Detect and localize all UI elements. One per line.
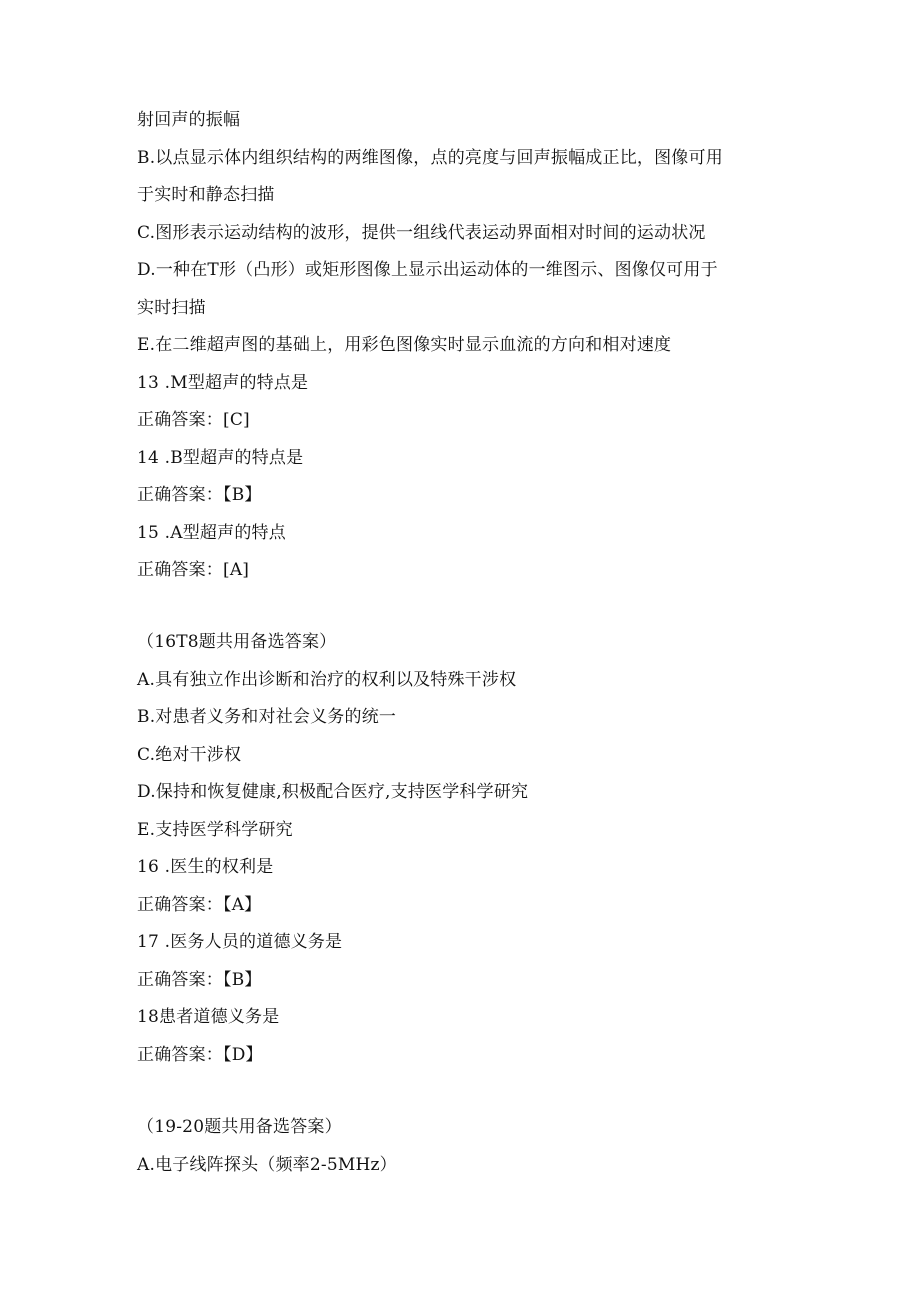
question-17: 17 .医务人员的道德义务是: [137, 932, 343, 952]
question-13: 13 .M型超声的特点是: [137, 373, 309, 393]
text-line-4: C.图形表示运动结构的波形，提供一组线代表运动界面相对时间的运动状况: [137, 223, 706, 243]
text-line-5: D.一种在T形（凸形）或矩形图像上显示出运动体的一维图示、图像仅可用于: [137, 260, 718, 280]
section-header-16-18: （16T8题共用备选答案）: [137, 632, 337, 652]
option-a-19-20: A.电子线阵探头（频率2-5MHz）: [137, 1155, 397, 1175]
answer-16: 正确答案：【A】: [137, 895, 262, 915]
text-line-1: 射回声的振幅: [137, 110, 241, 130]
option-d-16-18: D.保持和恢复健康,积极配合医疗,支持医学科学研究: [137, 782, 529, 802]
answer-15: 正确答案：[A]: [137, 560, 250, 580]
question-18: 18患者道德义务是: [137, 1007, 280, 1027]
answer-18: 正确答案：【D】: [137, 1045, 263, 1065]
question-14: 14 .B型超声的特点是: [137, 448, 304, 468]
option-b-16-18: B.对患者义务和对社会义务的统一: [137, 707, 397, 727]
option-a-16-18: A.具有独立作出诊断和治疗的权利以及特殊干涉权: [137, 670, 517, 690]
answer-13: 正确答案：[C]: [137, 410, 250, 430]
section-header-19-20: （19-20题共用备选答案）: [137, 1117, 342, 1137]
question-15: 15 .A型超声的特点: [137, 523, 286, 543]
question-16: 16 .医生的权利是: [137, 857, 274, 877]
text-line-6: 实时扫描: [137, 298, 206, 318]
option-e-16-18: E.支持医学科学研究: [137, 820, 293, 840]
text-line-2: B.以点显示体内组织结构的两维图像，点的亮度与回声振幅成正比，图像可用: [137, 148, 723, 168]
answer-14: 正确答案：【B】: [137, 485, 262, 505]
text-line-7: E.在二维超声图的基础上，用彩色图像实时显示血流的方向和相对速度: [137, 335, 672, 355]
text-line-3: 于实时和静态扫描: [137, 185, 275, 205]
answer-17: 正确答案：【B】: [137, 970, 262, 990]
option-c-16-18: C.绝对干涉权: [137, 745, 242, 765]
